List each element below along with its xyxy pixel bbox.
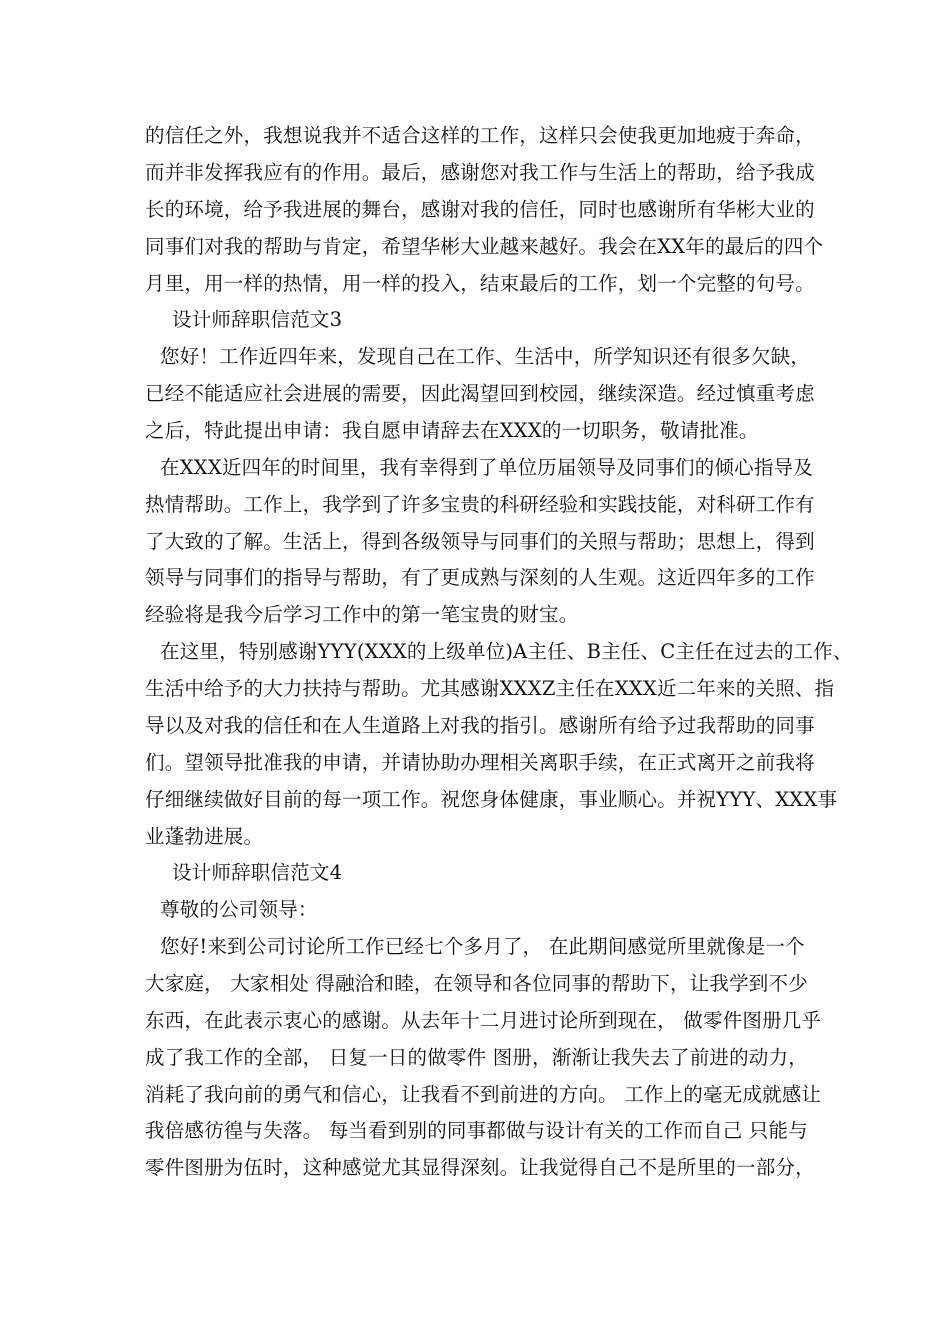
text-line: 长的环境，给予我进展的舞台，感谢对我的信任，同时也感谢所有华彬大业的 bbox=[145, 198, 815, 221]
text-line: 您好！工作近四年来，发现自己在工作、生活中，所学知识还有很多欠缺， bbox=[160, 345, 811, 368]
text-line: 成了我工作的全部， 日复一日的做零件 图册，渐渐让我失去了前进的动力， bbox=[145, 1046, 808, 1069]
text-line: 月里，用一样的热情，用一样的投入，结束最后的工作，划一个完整的句号。 bbox=[145, 272, 815, 295]
text-line: 经验将是我今后学习工作中的第一笔宝贵的财宝。 bbox=[145, 603, 579, 626]
text-line: 尊敬的公司领导： bbox=[160, 898, 318, 921]
text-line: 同事们对我的帮助与肯定，希望华彬大业越来越好。我会在XX年的最后的四个 bbox=[145, 235, 824, 258]
text-line: 消耗了我向前的勇气和信心，让我看不到前进的方向。 工作上的毫无成就感让 bbox=[145, 1083, 822, 1106]
text-line: 业蓬勃进展。 bbox=[145, 825, 264, 848]
text-line: 领导与同事们的指导与帮助，有了更成熟与深刻的人生观。这近四年多的工作 bbox=[145, 566, 815, 589]
text-line: 的信任之外，我想说我并不适合这样的工作，这样只会使我更加地疲于奔命， bbox=[145, 124, 815, 147]
text-line: 热情帮助。工作上，我学到了许多宝贵的科研经验和实践技能，对科研工作有 bbox=[145, 493, 815, 516]
text-line: 导以及对我的信任和在人生道路上对我的指引。感谢所有给予过我帮助的同事 bbox=[145, 714, 815, 737]
text-line: 了大致的了解。生活上，得到各级领导与同事们的关照与帮助；思想上，得到 bbox=[145, 530, 815, 553]
section-heading: 设计师辞职信范文4 bbox=[172, 861, 343, 884]
text-line: 我倍感彷徨与失落。 每当看到别的同事都做与设计有关的工作而自己 只能与 bbox=[145, 1119, 808, 1142]
text-line: 在XXX近四年的时间里，我有幸得到了单位历届领导及同事们的倾心指导及 bbox=[160, 456, 813, 479]
text-line: 生活中给予的大力扶持与帮助。尤其感谢XXXZ主任在XXX近二年来的关照、指 bbox=[145, 677, 835, 700]
section-heading: 设计师辞职信范文3 bbox=[172, 308, 343, 331]
text-line: 您好!来到公司讨论所工作已经七个多月了， 在此期间感觉所里就像是一个 bbox=[160, 935, 805, 958]
text-line: 在这里，特别感谢YYY(XXX的上级单位)A主任、B主任、C主任在过去的工作、 bbox=[160, 640, 853, 663]
text-line: 东西，在此表示衷心的感谢。从去年十二月进讨论所到现在， 做零件图册几乎 bbox=[145, 1009, 822, 1032]
text-line: 之后，特此提出申请：我自愿申请辞去在XXX的一切职务，敬请批准。 bbox=[145, 419, 759, 442]
text-line: 们。望领导批准我的申请，并请协助办理相关离职手续，在正式离开之前我将 bbox=[145, 751, 815, 774]
text-line: 仔细继续做好目前的每一项工作。祝您身体健康，事业顺心。并祝YYY、XXX事 bbox=[145, 788, 838, 811]
text-line: 已经不能适应社会进展的需要，因此渴望回到校园，继续深造。经过慎重考虑 bbox=[145, 382, 815, 405]
text-line: 零件图册为伍时，这种感觉尤其显得深刻。让我觉得自己不是所里的一部分， bbox=[145, 1156, 815, 1179]
text-line: 大家庭， 大家相处 得融洽和睦，在领导和各位同事的帮助下，让我学到不少 bbox=[145, 972, 808, 995]
text-line: 而并非发挥我应有的作用。最后，感谢您对我工作与生活上的帮助，给予我成 bbox=[145, 161, 815, 184]
